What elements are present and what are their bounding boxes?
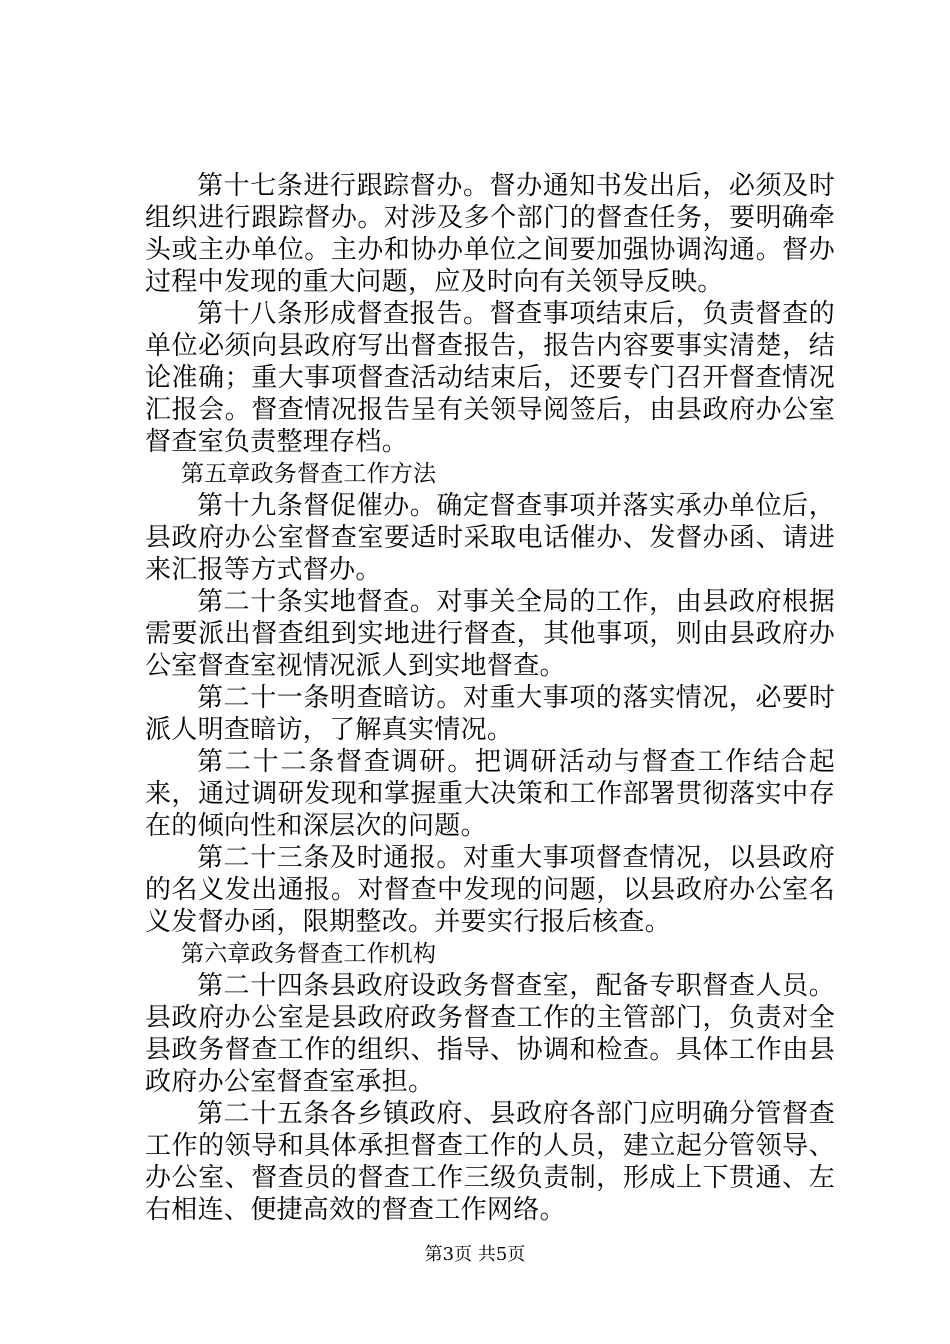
article-19: 第十九条督促催办。确定督查事项并落实承办单位后，县政府办公室督查室要适时采取电话催办、发督办函、请进来汇报等方式督办。 (145, 491, 835, 585)
article-17: 第十七条进行跟踪督办。督办通知书发出后，必须及时组织进行跟踪督办。对涉及多个部门的督查任务，要明确牵头或主办单位。主办和协办单位之间要加强协调沟通。督办过程中发现的重大问题，应及时向有关领导反映。 (145, 171, 835, 297)
article-21: 第二十一条明查暗访。对重大事项的落实情况，必要时派人明查暗访，了解真实情况。 (145, 683, 835, 745)
article-24: 第二十四条县政府设政务督查室，配备专职督查人员。县政府办公室是县政府政务督查工作的主管部门，负责对全县政务督查工作的组织、指导、协调和检查。具体工作由县政府办公室督查室承担。 (145, 971, 835, 1097)
document-body (145, 170, 835, 1226)
article-20: 第二十条实地督查。对事关全局的工作，由县政府根据需要派出督查组到实地进行督查，其他事项，则由县政府办公室督查室视情况派人到实地督查。 (145, 587, 835, 681)
chapter-5-heading: 第五章政务督查工作方法 (181, 461, 437, 487)
article-18: 第十八条形成督查报告。督查事项结束后，负责督查的单位必须向县政府写出督查报告，报告内容要事实清楚，结论准确；重大事项督查活动结束后，还要专门召开督查情况汇报会。督查情况报告呈有关领导阅签后，由县政府办公室督查室负责整理存档。 (145, 299, 835, 457)
chapter-6-heading: 第六章政务督查工作机构 (181, 941, 437, 967)
article-25: 第二十五条各乡镇政府、县政府各部门应明确分管督查工作的领导和具体承担督查工作的人员，建立起分管领导、办公室、督查员的督查工作三级负责制，形成上下贯通、左右相连、便捷高效的督查工作网络。 (145, 1099, 835, 1225)
article-22: 第二十二条督查调研。把调研活动与督查工作结合起来，通过调研发现和掌握重大决策和工作部署贯彻落实中存在的倾向性和深层次的问题。 (145, 747, 835, 841)
article-23: 第二十三条及时通报。对重大事项督查情况，以县政府的名义发出通报。对督查中发现的问题，以县政府办公室名义发督办函，限期整改。并要实行报后核查。 (145, 843, 835, 937)
page-number-footer: 第3页 共5页 (424, 1244, 526, 1265)
